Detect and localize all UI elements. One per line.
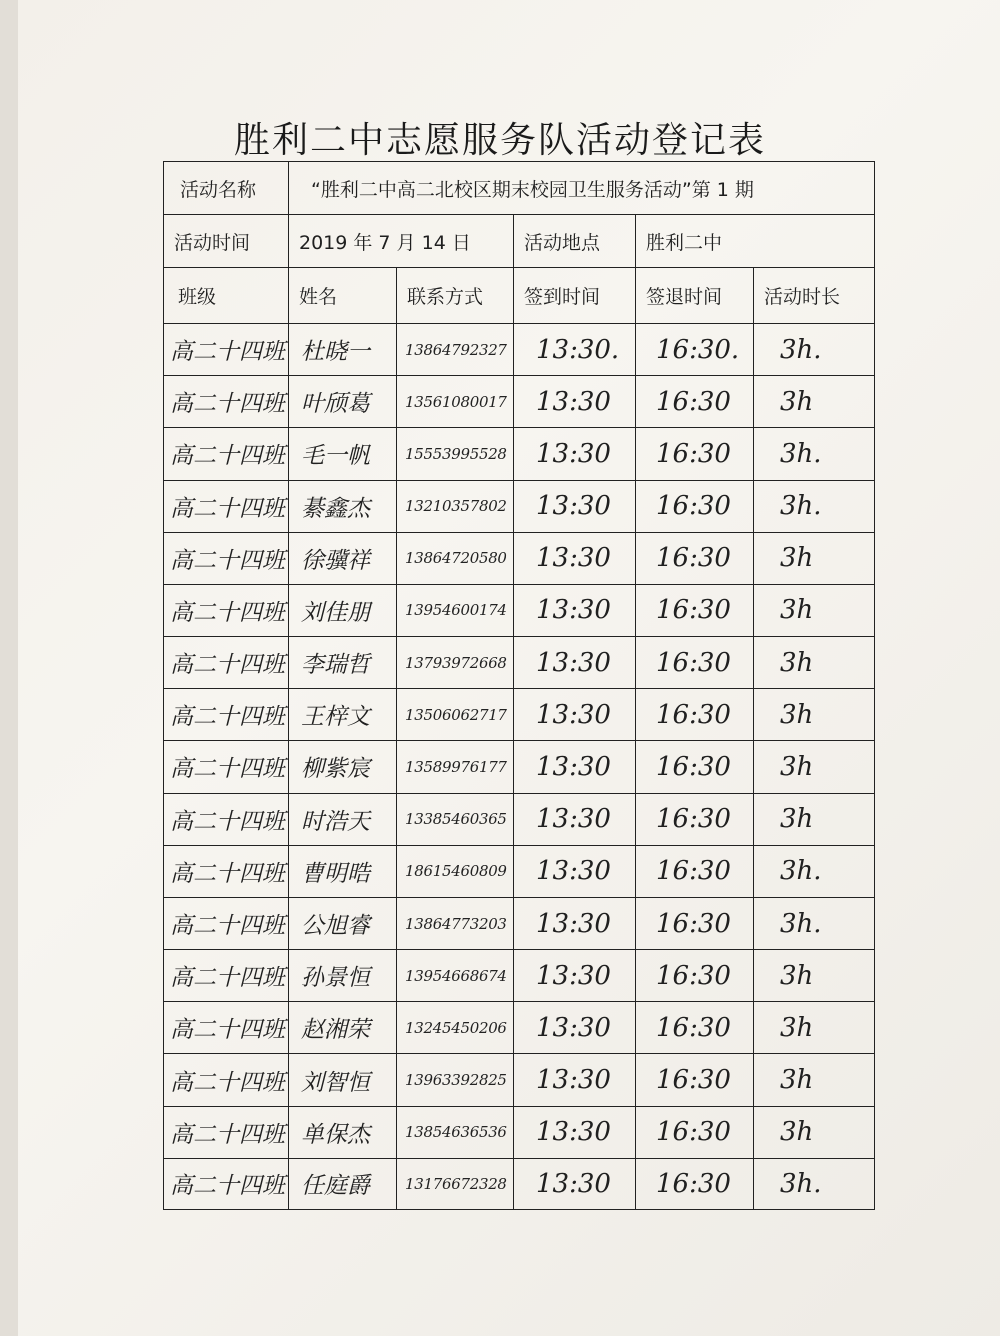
table-row [163,897,875,949]
cell-checkout: 16:30 [635,950,753,1001]
table-row [163,1158,875,1210]
cell-class: 高二十四班 [163,794,288,845]
table-row [163,845,875,897]
table-row [163,740,875,792]
cell-checkout: 16:30 [635,637,753,688]
table-row [163,480,875,532]
cell-duration: 3h. [753,898,875,949]
cell-duration: 3h [753,689,875,740]
column-header-class: 班级 [163,268,288,323]
cell-checkout: 16:30. [635,324,753,375]
activity-time-label: 活动时间 [163,215,288,267]
info-row-name [163,161,875,214]
cell-phone: 13385460365 [396,794,513,845]
cell-checkin: 13:30. [513,324,635,375]
cell-duration: 3h. [753,428,875,479]
column-header-contact: 联系方式 [396,268,513,323]
cell-duration: 3h [753,1054,875,1105]
cell-phone: 13864720580 [396,533,513,584]
cell-class: 高二十四班 [163,637,288,688]
cell-checkin: 13:30 [513,741,635,792]
cell-duration: 3h. [753,846,875,897]
cell-class: 高二十四班 [163,898,288,949]
cell-phone: 13864773203 [396,898,513,949]
table-row [163,323,875,375]
column-header-checkin: 签到时间 [513,268,635,323]
cell-checkout: 16:30 [635,1107,753,1158]
cell-phone: 13864792327 [396,324,513,375]
cell-duration: 3h [753,741,875,792]
cell-checkin: 13:30 [513,1159,635,1209]
cell-checkout: 16:30 [635,846,753,897]
cell-class: 高二十四班 [163,689,288,740]
cell-checkin: 13:30 [513,1002,635,1053]
cell-name: 公旭睿 [288,898,396,949]
cell-name: 叶颀葛 [288,376,396,427]
cell-checkout: 16:30 [635,741,753,792]
cell-phone: 13854636536 [396,1107,513,1158]
cell-class: 高二十四班 [163,376,288,427]
cell-duration: 3h [753,950,875,1001]
cell-checkout: 16:30 [635,898,753,949]
cell-checkin: 13:30 [513,637,635,688]
cell-class: 高二十四班 [163,585,288,636]
cell-name: 曹明晧 [288,846,396,897]
cell-checkin: 13:30 [513,689,635,740]
cell-name: 綦鑫杰 [288,481,396,532]
cell-class: 高二十四班 [163,741,288,792]
cell-name: 杜晓一 [288,324,396,375]
cell-checkin: 13:30 [513,1107,635,1158]
cell-checkout: 16:30 [635,689,753,740]
table-row [163,532,875,584]
cell-class: 高二十四班 [163,1054,288,1105]
cell-phone: 13954668674 [396,950,513,1001]
cell-class: 高二十四班 [163,1002,288,1053]
cell-name: 刘智恒 [288,1054,396,1105]
cell-checkin: 13:30 [513,585,635,636]
info-row-time [163,214,875,267]
cell-name: 徐骥祥 [288,533,396,584]
table-row [163,427,875,479]
cell-duration: 3h. [753,1159,875,1209]
header-row [163,267,875,323]
activity-place-label: 活动地点 [513,215,635,267]
registration-table [163,161,875,1210]
cell-checkin: 13:30 [513,950,635,1001]
cell-phone: 13589976177 [396,741,513,792]
cell-duration: 3h. [753,324,875,375]
cell-checkin: 13:30 [513,481,635,532]
cell-checkout: 16:30 [635,1159,753,1209]
cell-checkin: 13:30 [513,1054,635,1105]
column-header-name: 姓名 [288,268,396,323]
cell-phone: 13963392825 [396,1054,513,1105]
cell-checkout: 16:30 [635,1054,753,1105]
cell-name: 刘佳朋 [288,585,396,636]
cell-name: 王梓文 [288,689,396,740]
cell-phone: 13793972668 [396,637,513,688]
cell-checkin: 13:30 [513,376,635,427]
cell-class: 高二十四班 [163,428,288,479]
cell-duration: 3h [753,1002,875,1053]
cell-class: 高二十四班 [163,950,288,1001]
cell-checkin: 13:30 [513,428,635,479]
cell-checkout: 16:30 [635,376,753,427]
cell-name: 柳紫宸 [288,741,396,792]
table-row [163,375,875,427]
cell-class: 高二十四班 [163,533,288,584]
page-title: 胜利二中志愿服务队活动登记表 [233,120,766,161]
table-row [163,949,875,1001]
cell-name: 时浩天 [288,794,396,845]
table-row [163,1001,875,1053]
activity-name-value: “胜利二中高二北校区期末校园卫生服务活动”第 1 期 [288,162,875,214]
cell-phone: 13176672328 [396,1159,513,1209]
cell-phone: 13210357802 [396,481,513,532]
cell-checkout: 16:30 [635,794,753,845]
cell-class: 高二十四班 [163,846,288,897]
cell-phone: 13506062717 [396,689,513,740]
cell-checkout: 16:30 [635,481,753,532]
cell-checkout: 16:30 [635,428,753,479]
cell-duration: 3h [753,794,875,845]
cell-checkin: 13:30 [513,533,635,584]
cell-name: 赵湘荣 [288,1002,396,1053]
cell-phone: 18615460809 [396,846,513,897]
cell-class: 高二十四班 [163,481,288,532]
cell-phone: 15553995528 [396,428,513,479]
cell-name: 单保杰 [288,1107,396,1158]
table-row [163,584,875,636]
cell-phone: 13561080017 [396,376,513,427]
cell-duration: 3h [753,533,875,584]
activity-place-value: 胜利二中 [635,215,875,267]
cell-phone: 13954600174 [396,585,513,636]
cell-checkout: 16:30 [635,585,753,636]
cell-name: 毛一帆 [288,428,396,479]
activity-time-value: 2019 年 7 月 14 日 [288,215,513,267]
cell-name: 孙景恒 [288,950,396,1001]
table-row [163,688,875,740]
cell-duration: 3h. [753,481,875,532]
cell-class: 高二十四班 [163,1159,288,1209]
cell-checkout: 16:30 [635,1002,753,1053]
table-row [163,793,875,845]
cell-checkout: 16:30 [635,533,753,584]
table-row [163,636,875,688]
column-header-checkout: 签退时间 [635,268,753,323]
cell-name: 任庭爵 [288,1159,396,1209]
table-row [163,1053,875,1105]
cell-duration: 3h [753,585,875,636]
cell-phone: 13245450206 [396,1002,513,1053]
cell-checkin: 13:30 [513,846,635,897]
cell-duration: 3h [753,1107,875,1158]
cell-checkin: 13:30 [513,898,635,949]
activity-name-label: 活动名称 [163,162,288,214]
cell-duration: 3h [753,376,875,427]
cell-name: 李瑞哲 [288,637,396,688]
table-row [163,1106,875,1158]
cell-class: 高二十四班 [163,1107,288,1158]
cell-duration: 3h [753,637,875,688]
column-header-duration: 活动时长 [753,268,875,323]
cell-checkin: 13:30 [513,794,635,845]
cell-class: 高二十四班 [163,324,288,375]
